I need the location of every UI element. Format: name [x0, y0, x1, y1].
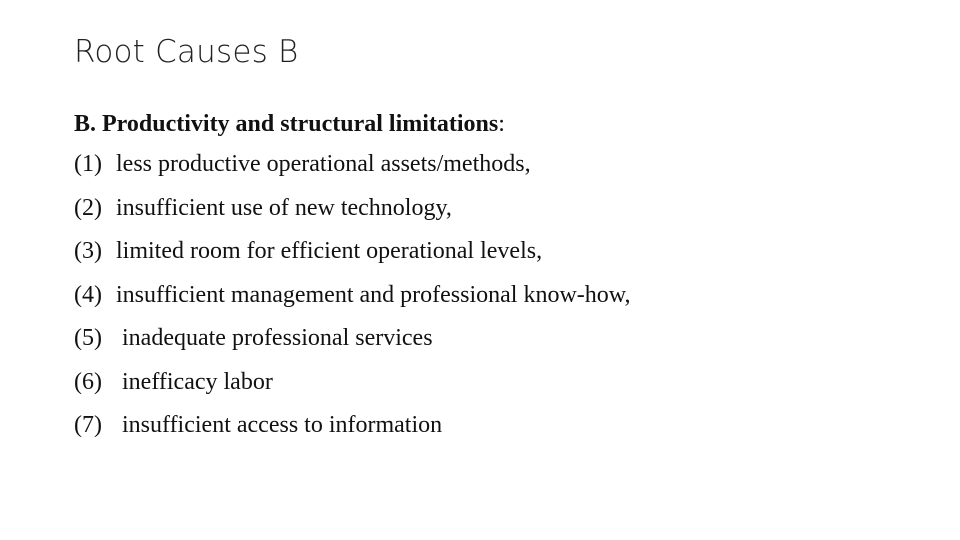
list-item-text: limited room for efficient operational levels,	[116, 238, 543, 264]
list-item	[74, 317, 934, 361]
section-heading-label: B. Productivity and structural limitations	[74, 111, 499, 137]
list-item-number: (1)	[74, 151, 102, 177]
list-item-text: insufficient use of new technology,	[116, 194, 452, 221]
list-item	[74, 361, 934, 405]
list-item-number: (2)	[74, 194, 102, 221]
list-item	[74, 404, 934, 448]
list-item	[74, 274, 934, 318]
list-item-number: (7)	[74, 412, 102, 438]
list-item-number: (3)	[74, 238, 102, 264]
list-item-text: insufficient access to information	[122, 412, 443, 438]
list-item-number: (6)	[74, 368, 102, 395]
list-item-text: insufficient management and professional know-how,	[116, 281, 631, 308]
list-item-text: inefficacy labor	[122, 368, 273, 395]
section-heading-colon: :	[498, 111, 505, 137]
list-item	[74, 143, 934, 187]
list-item-number: (5)	[74, 325, 102, 351]
section-heading	[74, 105, 934, 143]
list-item-text: inadequate professional services	[122, 325, 433, 351]
slide-title: Root Causes B	[74, 34, 299, 70]
list-item	[74, 230, 934, 274]
list-item-text: less productive operational assets/methods,	[116, 151, 531, 177]
list-item	[74, 187, 934, 231]
list-item-number: (4)	[74, 281, 102, 308]
slide-body	[74, 105, 934, 448]
